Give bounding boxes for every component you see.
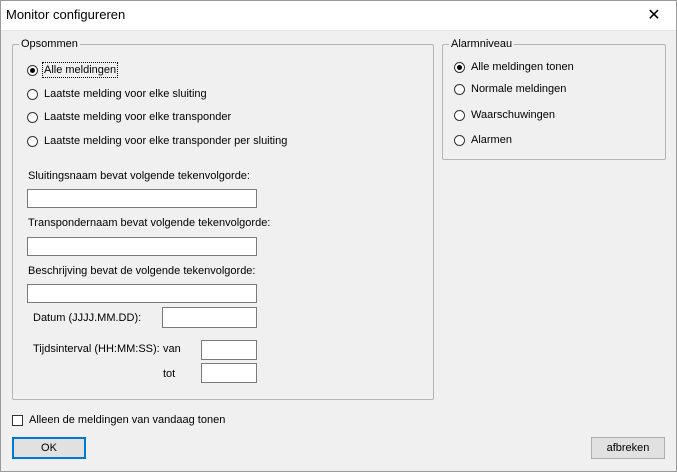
radio-icon[interactable]	[27, 65, 38, 76]
alarm-level-group-legend: Alarmniveau	[451, 38, 513, 50]
radio-all-messages-label: Alle meldingen	[44, 64, 117, 76]
transponder-name-input[interactable]	[27, 237, 257, 256]
transponder-name-label: Transpondernaam bevat volgende tekenvolgorde:	[28, 217, 271, 229]
radio-last-per-lock[interactable]	[27, 88, 207, 100]
radio-alarm-normal[interactable]	[454, 83, 566, 95]
radio-last-per-transponder-per-lock[interactable]	[27, 135, 287, 147]
cancel-button[interactable]: afbreken	[591, 437, 665, 459]
ok-button[interactable]: OK	[12, 437, 86, 459]
radio-alarm-all[interactable]	[454, 61, 574, 73]
from-label: van	[163, 343, 181, 355]
summary-group-legend: Opsommen	[21, 38, 78, 50]
radio-icon[interactable]	[27, 89, 38, 100]
radio-alarm-alarms[interactable]	[454, 134, 512, 146]
radio-last-per-lock-label: Laatste melding voor elke sluiting	[44, 88, 207, 100]
radio-alarm-warnings-label: Waarschuwingen	[471, 109, 555, 121]
time-interval-label: Tijdsinterval (HH:MM:SS):	[33, 343, 160, 355]
window-title: Monitor configureren	[6, 7, 126, 22]
today-only-label: Alleen de meldingen van vandaag tonen	[29, 414, 226, 426]
radio-icon[interactable]	[454, 110, 465, 121]
description-label: Beschrijving bevat de volgende tekenvolgorde:	[28, 265, 256, 277]
radio-icon[interactable]	[27, 112, 38, 123]
to-time-input[interactable]	[201, 363, 257, 383]
radio-icon[interactable]	[27, 136, 38, 147]
radio-last-per-transponder-per-lock-label: Laatste melding voor elke transponder per sluiting	[44, 135, 288, 147]
date-input[interactable]	[162, 307, 257, 328]
today-only-checkbox[interactable]	[12, 415, 23, 426]
radio-alarm-all-label: Alle meldingen tonen	[471, 61, 574, 73]
radio-alarm-warnings[interactable]	[454, 109, 555, 121]
radio-alarm-alarms-label: Alarmen	[471, 134, 512, 146]
radio-last-per-transponder[interactable]	[27, 111, 231, 123]
radio-icon[interactable]	[454, 84, 465, 95]
lock-name-label: Sluitingsnaam bevat volgende tekenvolgorde:	[28, 170, 250, 182]
radio-icon[interactable]	[454, 62, 465, 73]
radio-all-messages[interactable]	[27, 64, 116, 76]
today-only-checkbox-row[interactable]	[12, 414, 225, 426]
lock-name-input[interactable]	[27, 189, 257, 208]
close-icon[interactable]: ✕	[647, 7, 661, 24]
to-label: tot	[163, 368, 176, 380]
title-bar	[0, 0, 677, 31]
date-label: Datum (JJJJ.MM.DD):	[33, 312, 142, 324]
radio-last-per-transponder-label: Laatste melding voor elke transponder	[44, 111, 232, 123]
from-time-input[interactable]	[201, 340, 257, 360]
radio-alarm-normal-label: Normale meldingen	[471, 83, 567, 95]
description-input[interactable]	[27, 284, 257, 303]
radio-icon[interactable]	[454, 135, 465, 146]
